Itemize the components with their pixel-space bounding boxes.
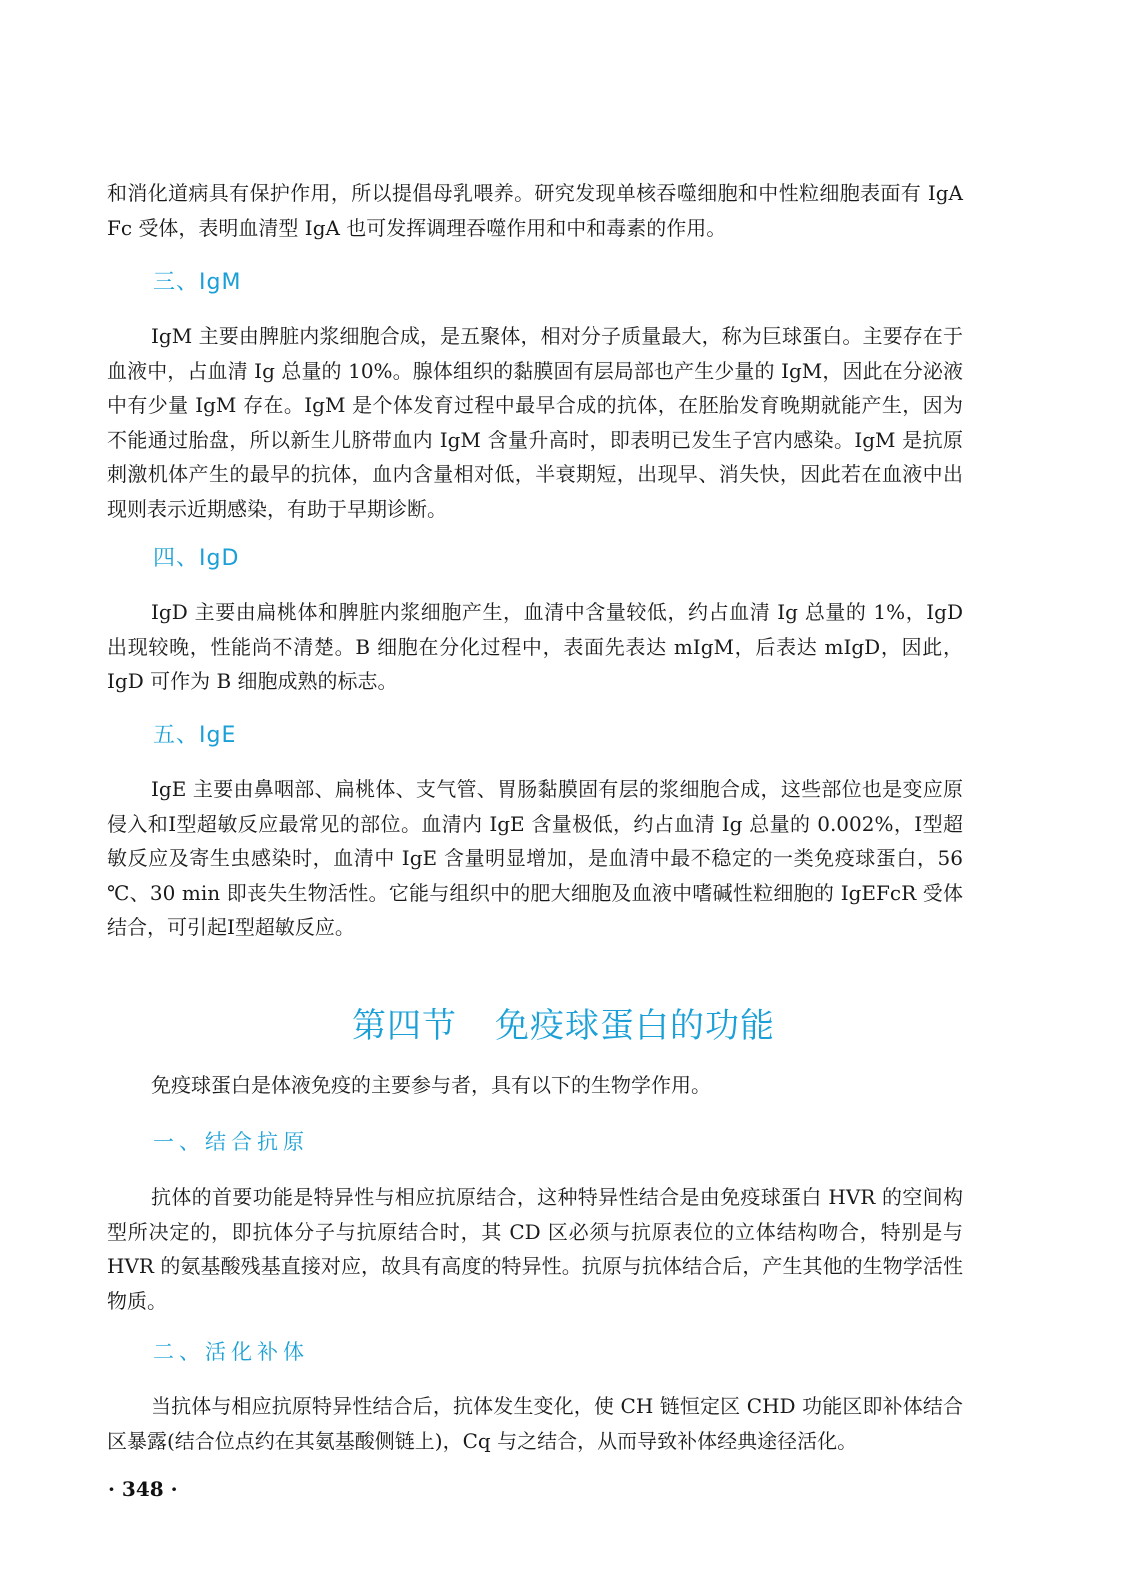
igm-heading: 三、IgM	[153, 270, 242, 295]
section-intro: 免疫球蛋白是体液免疫的主要参与者，具有以下的生物学作用。	[151, 1073, 711, 1097]
binding-paragraph: 抗体的首要功能是特异性与相应抗原结合，这种特异性结合是由免疫球蛋白 HVR 的空间构型所决定的，即抗体分子与抗原结合时，其 CD 区必须与抗原表位的立体结构吻合，特别是与 HVR 的氨基酸残基直接对应，故具有高度的特异性。抗原与抗体结合后，产生其他的生物学活性物质。	[107, 1185, 963, 1313]
complement-heading: 二、活化补体	[153, 1340, 309, 1364]
binding-section	[107, 1126, 963, 1156]
ige-heading: 五、IgE	[153, 723, 237, 748]
complement-section	[107, 1336, 963, 1366]
section-name: 免疫球蛋白的功能	[495, 1006, 775, 1046]
binding-heading: 一、结合抗原	[153, 1130, 309, 1154]
ige-section	[107, 718, 963, 749]
igm-paragraph: IgM 主要由脾脏内浆细胞合成，是五聚体，相对分子质量最大，称为巨球蛋白。主要存在于血液中，占血清 Ig 总量的 10%。腺体组织的黏膜固有层局部也产生少量的 IgM，因此在分泌液中有少量 IgM 存在。IgM 是个体发育过程中最早合成的抗体，在胚胎发育晚期就能产生，因为不能通过胎盘，所以新生儿脐带血内 IgM 含量升高时，即表明已发生子宫内感染。IgM 是抗原刺激机体产生的最早的抗体，血内含量相对低，半衰期短，出现早、消失快，因此若在血液中出现则表示近期感染，有助于早期诊断。	[107, 324, 963, 521]
complement-paragraph: 当抗体与相应抗原特异性结合后，抗体发生变化，使 CH 链恒定区 CHD 功能区即补体结合区暴露(结合位点约在其氨基酸侧链上)，Cq 与之结合，从而导致补体经典途径活化。	[107, 1394, 963, 1453]
continuation-paragraph: 和消化道病具有保护作用，所以提倡母乳喂养。研究发现单核吞噬细胞和中性粒细胞表面有 IgA Fc 受体，表明血清型 IgA 也可发挥调理吞噬作用和中和毒素的作用。	[107, 181, 963, 240]
section-number: 第四节	[352, 1006, 457, 1046]
page-number: · 348 ·	[108, 1477, 178, 1501]
igd-section	[107, 541, 963, 572]
igm-section	[107, 265, 963, 296]
ige-paragraph: IgE 主要由鼻咽部、扁桃体、支气管、胃肠黏膜固有层的浆细胞合成，这些部位也是变应原侵入和Ⅰ型超敏反应最常见的部位。血清内 IgE 含量极低，约占血清 Ig 总量的 0.002%，Ⅰ型超敏反应及寄生虫感染时，血清中 IgE 含量明显增加，是血清中最不稳定的一类免疫球蛋白，56 ℃、30 min 即丧失生物活性。它能与组织中的肥大细胞及血液中嗜碱性粒细胞的 IgEFcR 受体结合，可引起Ⅰ型超敏反应。	[107, 777, 963, 939]
section-title	[0, 998, 1127, 1047]
igd-paragraph: IgD 主要由扁桃体和脾脏内浆细胞产生，血清中含量较低，约占血清 Ig 总量的 1%，IgD 出现较晚，性能尚不清楚。B 细胞在分化过程中，表面先表达 mIgM，后表达 mIgD，因此，IgD 可作为 B 细胞成熟的标志。	[107, 600, 963, 693]
igd-heading: 四、IgD	[153, 546, 240, 571]
